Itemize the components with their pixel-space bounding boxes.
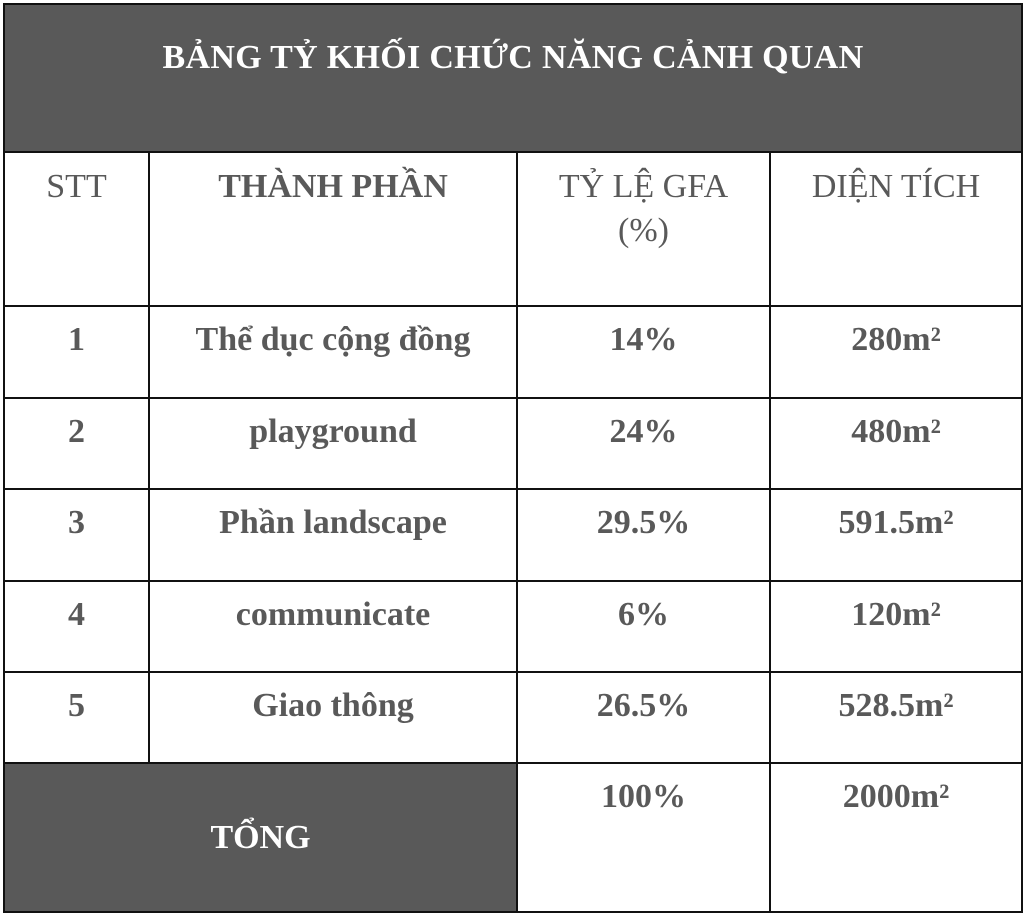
landscape-function-table bbox=[3, 3, 1023, 913]
row-stt: 5 bbox=[4, 672, 149, 763]
row-stt: 3 bbox=[4, 489, 149, 581]
total-row bbox=[4, 763, 1022, 912]
row-area: 528.5m² bbox=[770, 672, 1022, 763]
total-area: 2000m² bbox=[770, 763, 1022, 912]
total-gfa: 100% bbox=[517, 763, 770, 912]
table-row bbox=[4, 398, 1022, 489]
row-gfa: 26.5% bbox=[517, 672, 770, 763]
table-title: BẢNG TỶ KHỐI CHỨC NĂNG CẢNH QUAN bbox=[4, 4, 1022, 152]
row-component: Phần landscape bbox=[149, 489, 517, 581]
table-row bbox=[4, 489, 1022, 581]
row-stt: 2 bbox=[4, 398, 149, 489]
header-component: THÀNH PHẦN bbox=[149, 152, 517, 306]
total-label: TỔNG bbox=[4, 763, 517, 912]
row-area: 280m² bbox=[770, 306, 1022, 398]
row-gfa: 14% bbox=[517, 306, 770, 398]
table-row bbox=[4, 581, 1022, 672]
row-component: Thể dục cộng đồng bbox=[149, 306, 517, 398]
row-gfa: 24% bbox=[517, 398, 770, 489]
header-gfa-line1: TỶ LỆ GFA bbox=[558, 168, 729, 205]
row-area: 480m² bbox=[770, 398, 1022, 489]
row-component: playground bbox=[149, 398, 517, 489]
row-gfa: 29.5% bbox=[517, 489, 770, 581]
table-row bbox=[4, 672, 1022, 763]
row-component: Giao thông bbox=[149, 672, 517, 763]
row-area: 591.5m² bbox=[770, 489, 1022, 581]
header-gfa-line2: (%) bbox=[618, 212, 669, 249]
header-gfa bbox=[517, 152, 770, 306]
row-gfa: 6% bbox=[517, 581, 770, 672]
row-stt: 4 bbox=[4, 581, 149, 672]
row-component: communicate bbox=[149, 581, 517, 672]
row-area: 120m² bbox=[770, 581, 1022, 672]
row-stt: 1 bbox=[4, 306, 149, 398]
header-area: DIỆN TÍCH bbox=[770, 152, 1022, 306]
table-row bbox=[4, 306, 1022, 398]
header-stt: STT bbox=[4, 152, 149, 306]
header-row bbox=[4, 152, 1022, 306]
